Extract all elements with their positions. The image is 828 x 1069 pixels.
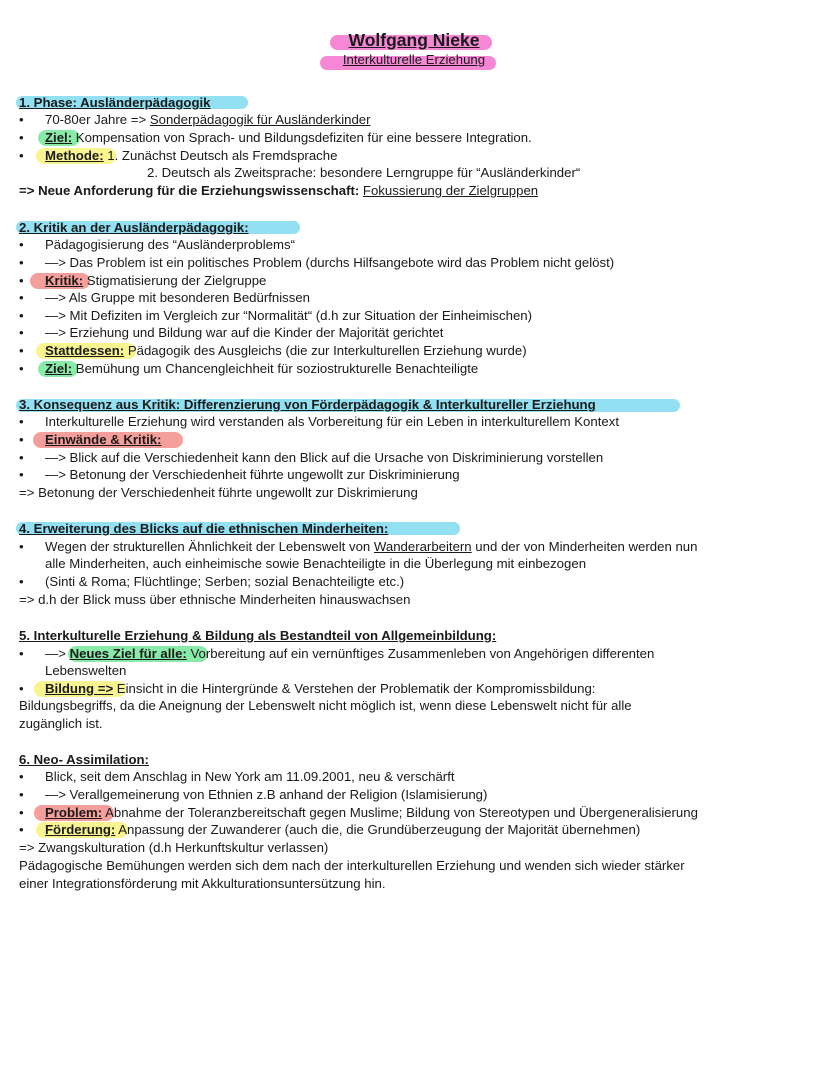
s2-heading: 2. Kritik an der Ausländerpädagogik: xyxy=(19,220,249,235)
page-subtitle: Interkulturelle Erziehung xyxy=(342,52,486,67)
s5-heading: 5. Interkulturelle Erziehung & Bildung als Bestandteil von Allgemeinbildung: xyxy=(19,628,497,643)
s2-stattdessen-label: Stattdessen: xyxy=(45,343,125,358)
s1-b1-text: 70-80er Jahre => xyxy=(45,112,150,127)
s6-bullet-2: —> Verallgemeinerung von Ethnien z.B anhand der Religion (Islamisierung) xyxy=(45,787,488,802)
s2-bullet-1: Pädagogisierung des “Ausländerproblems“ xyxy=(45,237,295,252)
s1-ziel-text: Kompensation von Sprach- und Bildungsdefiziten für eine bessere Integration. xyxy=(72,130,532,145)
s4-b1-text-end: und der von Minderheiten werden nun xyxy=(471,539,698,554)
s2-bullet-6: —> Erziehung und Bildung war auf die Kinder der Majorität gerichtet xyxy=(45,325,444,340)
s1-methode-text: 1. Zunächst Deutsch als Fremdsprache xyxy=(103,148,338,163)
s6-heading: 6. Neo- Assimilation: xyxy=(19,752,149,767)
bullet: • xyxy=(19,273,24,288)
s1-b1-underlined: Sonderpädagogik für Ausländerkinder xyxy=(149,112,371,127)
s1-methode-cont: 2. Deutsch als Zweitsprache: besondere Lerngruppe für “Ausländerkinder“ xyxy=(147,165,581,180)
s6-problem-text: Abnahme der Toleranzbereitschaft gegen Muslime; Bildung von Stereotypen und Übergeneralisierung xyxy=(102,805,698,820)
s2-kritik-label: Kritik: xyxy=(45,273,84,288)
s4-result: => d.h der Blick muss über ethnische Minderheiten hinauswachsen xyxy=(19,592,411,607)
s3-result: => Betonung der Verschiedenheit führte ungewollt zur Diskrimierung xyxy=(19,485,418,500)
bullet: • xyxy=(19,255,24,270)
bullet: • xyxy=(19,343,24,358)
s5-bildung-label: Bildung => xyxy=(45,681,114,696)
s5-bullet-1 xyxy=(45,645,654,662)
page-title: Wolfgang Nieke xyxy=(348,30,480,50)
bullet: • xyxy=(19,361,24,376)
bullet: • xyxy=(19,450,24,465)
s5-neues-ziel-label: Neues Ziel für alle: xyxy=(69,646,187,661)
s3-einwaende-label: Einwände & Kritik: xyxy=(45,432,162,447)
s1-bullet-3 xyxy=(45,147,337,164)
s2-bullet-4: —> Als Gruppe mit besonderen Bedürfnissen xyxy=(45,290,310,305)
s5-bullet-2-cont-1: Bildungsbegriffs, da die Aneignung der Lebenswelt nicht möglich ist, wenn diese Lebenswelt nicht für alle xyxy=(19,698,632,713)
s6-foerderung-label: Förderung: xyxy=(45,822,116,837)
bullet: • xyxy=(19,769,24,784)
s4-b1-underlined: Wanderarbeitern xyxy=(373,539,472,554)
bullet: • xyxy=(19,787,24,802)
bullet: • xyxy=(19,148,24,163)
s1-bullet-2 xyxy=(45,129,532,146)
s3-bullet-3: —> Blick auf die Verschiedenheit kann den Blick auf die Ursache von Diskriminierung vorstellen xyxy=(45,450,604,465)
bullet: • xyxy=(19,290,24,305)
s4-bullet-1-cont: alle Minderheiten, auch einheimische sowie Benachteiligte in die Überlegung mit einbezogen xyxy=(45,556,587,571)
s4-bullet-1 xyxy=(45,538,697,555)
s6-bullet-3 xyxy=(45,804,698,821)
s3-bullet-4: —> Betonung der Verschiedenheit führte ungewollt zur Diskriminierung xyxy=(45,467,460,482)
s3-bullet-1: Interkulturelle Erziehung wird verstanden als Vorbereitung für ein Leben in interkulturellem Kontext xyxy=(45,414,619,429)
s2-ziel-text: Bemühung um Chancengleichheit für soziostrukturelle Benachteiligte xyxy=(72,361,479,376)
bullet: • xyxy=(19,822,24,837)
s3-heading: 3. Konsequenz aus Kritik: Differenzierung von Förderpädagogik & Interkultureller Erziehung xyxy=(19,397,596,412)
bullet: • xyxy=(19,539,24,554)
bullet: • xyxy=(19,646,24,661)
s6-foerderung-text: Anpassung der Zuwanderer (auch die, die Grundüberzeugung der Majorität übernehmen) xyxy=(115,822,641,837)
bullet: • xyxy=(19,432,24,447)
s6-conclusion-1: Pädagogische Bemühungen werden sich dem nach der interkulturellen Erziehung und wenden sich wieder stärker xyxy=(19,858,685,873)
s4-bullet-2: (Sinti & Roma; Flüchtlinge; Serben; sozial Benachteiligte etc.) xyxy=(45,574,405,589)
bullet: • xyxy=(19,130,24,145)
s1-ziel-label: Ziel: xyxy=(45,130,73,145)
s1-result-bold: => Neue Anforderung für die Erziehungswissenschaft: xyxy=(19,183,363,198)
bullet: • xyxy=(19,112,24,127)
bullet: • xyxy=(19,805,24,820)
s6-bullet-1: Blick, seit dem Anschlag in New York am 11.09.2001, neu & verschärft xyxy=(45,769,455,784)
s5-b1-arrow: —> xyxy=(45,646,70,661)
s5-bildung-text: Einsicht in die Hintergründe & Verstehen der Problematik der Kompromissbildung: xyxy=(113,681,596,696)
s2-kritik-text: Stigmatisierung der Zielgruppe xyxy=(83,273,267,288)
bullet: • xyxy=(19,237,24,252)
s4-heading: 4. Erweiterung des Blicks auf die ethnischen Minderheiten: xyxy=(19,521,389,536)
s6-bullet-4 xyxy=(45,821,640,838)
s2-bullet-5: —> Mit Defiziten im Vergleich zur “Normalität“ (d.h zur Situation der Einheimischen) xyxy=(45,308,533,323)
s5-bullet-1-cont: Lebenswelten xyxy=(45,663,127,678)
s4-b1-text: Wegen der strukturellen Ähnlichkeit der Lebenswelt von xyxy=(45,539,374,554)
bullet: • xyxy=(19,467,24,482)
s5-bullet-2-cont-2: zugänglich ist. xyxy=(19,716,103,731)
s6-problem-label: Problem: xyxy=(45,805,103,820)
s1-bullet-1 xyxy=(45,111,371,128)
s6-conclusion-2: einer Integrationsförderung mit Akkulturationsuntersützung hin. xyxy=(19,876,386,891)
s1-result-underlined: Fokussierung der Zielgruppen xyxy=(362,183,539,198)
bullet: • xyxy=(19,308,24,323)
bullet: • xyxy=(19,414,24,429)
s2-bullet-3 xyxy=(45,272,266,289)
s5-bullet-2 xyxy=(45,680,595,697)
bullet: • xyxy=(19,681,24,696)
s5-neues-ziel-text: Vorbereitung auf ein vernünftiges Zusammenleben von Angehörigen differenten xyxy=(186,646,655,661)
s1-result xyxy=(19,182,538,199)
s2-ziel-label: Ziel: xyxy=(45,361,73,376)
s1-heading: 1. Phase: Ausländerpädagogik xyxy=(19,95,211,110)
s2-stattdessen-text: Pädagogik des Ausgleichs (die zur Interkulturellen Erziehung wurde) xyxy=(124,343,527,358)
bullet: • xyxy=(19,325,24,340)
s1-methode-label: Methode: xyxy=(45,148,104,163)
bullet: • xyxy=(19,574,24,589)
s2-bullet-7 xyxy=(45,342,527,359)
s2-bullet-8 xyxy=(45,360,478,377)
s2-bullet-2: —> Das Problem ist ein politisches Problem (durchs Hilfsangebote wird das Problem nicht gelöst) xyxy=(45,255,615,270)
s6-result: => Zwangskulturation (d.h Herkunftskultur verlassen) xyxy=(19,840,329,855)
